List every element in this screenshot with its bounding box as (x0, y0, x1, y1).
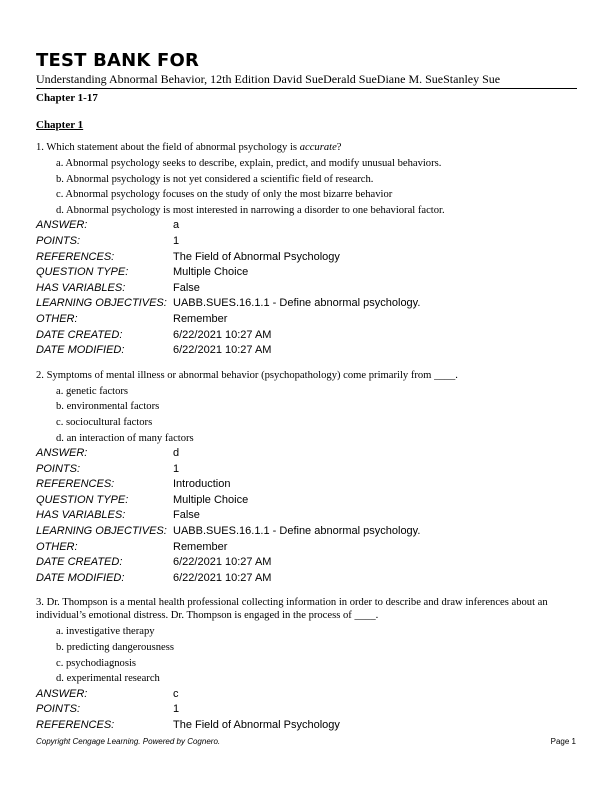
stem-text-end: ? (336, 142, 342, 153)
option-d: d. an interaction of many factors (56, 432, 194, 444)
option-d: d. experimental research (56, 673, 160, 685)
date-modified-value: 6/22/2021 10:27 AM (173, 571, 272, 584)
option-b: b. Abnormal psychology is not yet considered a scientific field of research. (56, 173, 374, 185)
has-variables-value: False (173, 509, 200, 522)
has-variables-label: HAS VARIABLES: (36, 281, 126, 294)
has-variables-value: False (173, 281, 200, 294)
stem-text: 1. Which statement about the field of abnormal psychology is (36, 142, 300, 153)
answer-options (36, 156, 577, 218)
page-number: Page 1 (550, 737, 576, 746)
copyright-notice: Copyright Cengage Learning. Powered by Cognero. (36, 737, 221, 746)
points-label: POINTS: (36, 462, 81, 475)
question-type-value: Multiple Choice (173, 493, 249, 506)
answer-options (36, 384, 577, 446)
chapter-range: Chapter 1-17 (36, 92, 98, 104)
references-value: The Field of Abnormal Psychology (173, 719, 340, 731)
has-variables-label: HAS VARIABLES: (36, 509, 126, 522)
references-value: The Field of Abnormal Psychology (173, 250, 340, 263)
date-created-value: 6/22/2021 10:27 AM (173, 328, 272, 341)
stem-emphasis: accurate (299, 142, 337, 153)
answer-value: c (173, 687, 179, 700)
option-b: b. environmental factors (56, 401, 160, 413)
option-c: c. Abnormal psychology focuses on the study of only the most bizarre behavior (56, 189, 393, 201)
other-value: Remember (173, 312, 228, 325)
learning-objectives-value: UABB.SUES.16.1.1 - Define abnormal psychology. (173, 297, 421, 310)
answer-value: a (173, 219, 180, 232)
points-value: 1 (173, 462, 180, 475)
option-d: d. Abnormal psychology is most interested in narrowing a disorder to one behavioral factor. (56, 204, 445, 216)
points-value: 1 (173, 234, 180, 247)
test-bank-page (36, 50, 577, 734)
option-c: c. psychodiagnosis (56, 657, 137, 669)
answer-label: ANSWER: (36, 219, 88, 232)
header-rule (36, 88, 577, 89)
answer-options (36, 624, 577, 686)
other-label: OTHER: (36, 540, 78, 553)
question-3 (36, 596, 577, 733)
date-modified-value: 6/22/2021 10:27 AM (173, 344, 272, 357)
book-subtitle: Understanding Abnormal Behavior, 12th Edition David SueDerald SueDiane M. SueStanley Sue (36, 72, 501, 86)
document-title: TEST BANK FOR (36, 50, 200, 71)
page-footer (36, 737, 576, 747)
learning-objectives-label: LEARNING OBJECTIVES: (36, 297, 167, 310)
references-label: REFERENCES: (36, 250, 115, 263)
points-label: POINTS: (36, 703, 81, 716)
date-modified-label: DATE MODIFIED: (36, 344, 125, 357)
question-stem: 2. Symptoms of mental illness or abnormal behavior (psychopathology) come primarily from ____. (36, 369, 458, 381)
question-type-value: Multiple Choice (173, 266, 249, 279)
question-1 (36, 141, 577, 359)
date-created-label: DATE CREATED: (36, 556, 123, 569)
points-value: 1 (173, 703, 180, 716)
question-metadata (36, 218, 577, 358)
other-label: OTHER: (36, 312, 78, 325)
question-metadata (36, 687, 577, 734)
option-a: a. investigative therapy (56, 626, 155, 638)
references-label: REFERENCES: (36, 478, 115, 491)
option-c: c. sociocultural factors (56, 416, 153, 428)
references-value: Introduction (173, 478, 231, 491)
learning-objectives-label: LEARNING OBJECTIVES: (36, 525, 167, 538)
date-created-value: 6/22/2021 10:27 AM (173, 556, 272, 569)
date-created-label: DATE CREATED: (36, 328, 123, 341)
question-stem (36, 141, 577, 154)
option-a: a. genetic factors (56, 385, 129, 397)
points-label: POINTS: (36, 234, 81, 247)
question-stem: 3. Dr. Thompson is a mental health professional collecting information in order to describe and draw inferences about an individual’s emotional distress. Dr. Thompson is engaged in the process of ____. (36, 597, 548, 622)
question-2 (36, 369, 577, 587)
answer-label: ANSWER: (36, 687, 88, 700)
answer-label: ANSWER: (36, 447, 88, 460)
date-modified-label: DATE MODIFIED: (36, 571, 125, 584)
other-value: Remember (173, 540, 228, 553)
option-b: b. predicting dangerousness (56, 642, 174, 654)
answer-value: d (173, 447, 180, 460)
learning-objectives-value: UABB.SUES.16.1.1 - Define abnormal psychology. (173, 525, 421, 538)
question-metadata (36, 446, 577, 586)
chapter-heading: Chapter 1 (36, 119, 84, 131)
references-label: REFERENCES: (36, 719, 115, 731)
question-type-label: QUESTION TYPE: (36, 493, 129, 506)
option-a: a. Abnormal psychology seeks to describe, explain, predict, and modify unusual behaviors. (56, 158, 442, 169)
question-type-label: QUESTION TYPE: (36, 266, 129, 279)
